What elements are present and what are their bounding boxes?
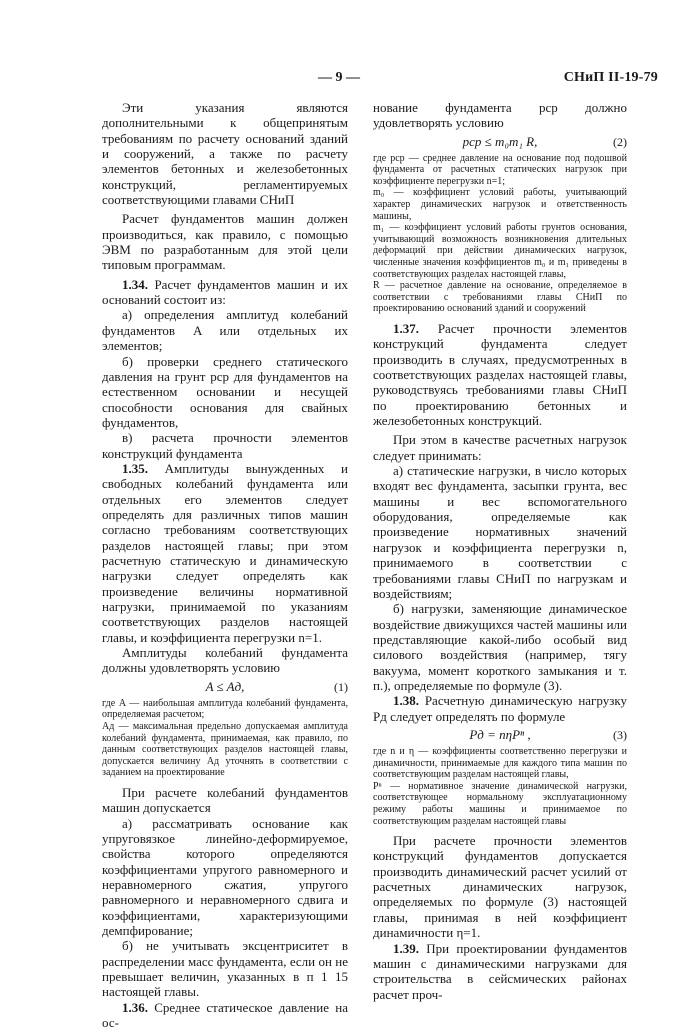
paragraph: При расчете прочности элементов конструкций фундаментов допускается производить динамический расчет усилий от расчетных динамических нагрузок, определяемых по формуле (3) настоящей главы, принимая в ней коэффициент динамичности η=1.	[373, 833, 627, 941]
list-item: а) определения амплитуд колебаний фундаментов A или отдельных их элементов;	[102, 307, 348, 354]
formula-number: (1)	[334, 679, 348, 694]
note: m₀ — коэффициент условий работы, учитывающий характер динамических нагрузок и ответственность машины,	[373, 187, 627, 222]
section-number: 1.34.	[122, 276, 148, 292]
left-column	[102, 100, 348, 1030]
list-item: а) рассматривать основание как упруговязкое линейно-деформируемое, свойства которого определяются коэффициентами упругого равномерного и неравномерного сжатия, упругого равномерного и неравномерного сдвига и коэффициентами, характеризующими демпфирование;	[102, 815, 348, 938]
paragraph: Амплитуды колебаний фундамента должны удовлетворять условию	[102, 645, 348, 676]
document-code: СНиП II-19-79	[563, 70, 658, 85]
formula-2	[373, 131, 627, 153]
paragraph: нование фундамента pср должно удовлетворять условию	[373, 100, 627, 131]
note: где pср — среднее давление на основание под подошвой фундамента от расчетных статических нагрузок при коэффициенте перегрузки n=1;	[373, 152, 627, 187]
note: где A — наибольшая амплитуда колебаний фундамента, определяемая расчетом;	[102, 697, 348, 721]
section-1-36	[102, 1000, 348, 1030]
formula-expression: A ≤ Aд,	[205, 678, 245, 694]
note: Pⁿ — нормативное значение динамической нагрузки, соответствующее нормальному эксплуатационному режиму работы машины и принимаемое по соответствующим разделам настоящей главы	[373, 780, 627, 827]
note: Aд — максимальная предельно допускаемая амплитуда колебаний фундамента, принимаемая, как правило, по данным соответствующих разделов настоящей главы, допускается величину Aд уточнять в соответствии с заданием на проектирование	[102, 720, 348, 779]
note: где n и η — коэффициенты соответственно перегрузки и динамичности, принимаемые для каждого типа машин по соответствующим разделам настоящей главы,	[373, 745, 627, 781]
paragraph: При этом в качестве расчетных нагрузок следует принимать:	[373, 432, 627, 463]
section-1-34	[102, 277, 348, 308]
section-number: 1.37.	[393, 321, 419, 336]
page-header	[0, 70, 700, 90]
section-text: Расчет прочности элементов конструкций фундамента следует производить в случаях, предусмотренных в соответствующих разделах настоящей главы, руководствуясь требованиями главы СНиП по проектированию бетонных и железобетонных конструкций.	[373, 321, 627, 429]
formula-notes	[373, 746, 627, 827]
section-1-39	[373, 941, 627, 1002]
list-item: в) расчета прочности элементов конструкций фундамента	[102, 430, 348, 461]
section-number: 1.38.	[393, 693, 419, 709]
list-item: б) проверки среднего статического давления на грунт pср для фундаментов на естественном основании и несущей способности основания для свайных фундаментов,	[102, 353, 348, 430]
section-number: 1.35.	[122, 460, 148, 476]
formula-number: (3)	[613, 727, 627, 742]
list-item: а) статические нагрузки, в число которых входят вес фундамента, засыпки грунта, вес машины и вес вспомогательного оборудования, определяемые как произведение нормативных значений нагрузок и коэффициента перегрузки n, принимаемого в соответствии с требованиями главы СНиП по нагрузкам и воздействиям;	[373, 463, 627, 601]
list-item: б) нагрузки, заменяющие динамическое воздействие движущихся частей машины или представляющие какой-либо особый вид силового воздействия (например, тягу вакуума, момент короткого замыкания и т. п.), определяемые по формуле (3).	[373, 601, 627, 693]
formula-expression: pср ≤ m₀m₁ R,	[462, 133, 538, 149]
section-number: 1.39.	[393, 940, 419, 956]
section-1-35	[102, 461, 348, 645]
note: R — расчетное давление на основание, определяемое в соответствии с требованиями главы СНиП по проектированию оснований зданий и сооружений	[373, 280, 627, 315]
section-text: Расчет фундаментов машин и их оснований состоит из:	[102, 276, 348, 308]
formula-1	[102, 676, 348, 698]
note: m₁ — коэффициент условий работы грунтов основания, учитывающий возможность возникновения длительных деформаций при действии динамических нагрузок, численные значения коэффициентов m₀ и m₁ приведены в соответствующих разделах настоящей главы,	[373, 222, 627, 280]
page-number: — 9 —	[318, 70, 360, 85]
list-item: б) не учитывать эксцентриситет в распределении масс фундамента, если он не превышает величин, указанных в п 1 15 настоящей главы.	[102, 938, 348, 1000]
formula-notes	[102, 698, 348, 779]
formula-3	[373, 724, 627, 746]
section-text: При проектировании фундаментов машин с динамическими нагрузками для строительства в сейсмических районах расчет проч-	[373, 940, 627, 1002]
section-text: Расчетную динамическую нагрузку Pд следует определять по формуле	[373, 693, 627, 724]
formula-expression: Pд = nηPⁿ ,	[469, 726, 531, 742]
formula-notes	[373, 153, 627, 315]
paragraph: При расчете колебаний фундаментов машин допускается	[102, 784, 348, 816]
section-text: Среднее статическое давление на ос-	[102, 999, 348, 1030]
section-number: 1.36.	[122, 999, 148, 1015]
paragraph: Расчет фундаментов машин должен производиться, как правило, с помощью ЭВМ по разработанным для этой цели типовым программам.	[102, 211, 348, 273]
section-1-38	[373, 693, 627, 724]
section-1-37	[373, 321, 627, 428]
paragraph: Эти указания являются дополнительными к общепринятым требованиям по расчету оснований зданий и сооружений, а также по расчету элементов бетонных и железобетонных конструкций, регламентируемых соответствующими главами СНиП	[102, 100, 348, 208]
formula-number: (2)	[613, 134, 627, 149]
right-column	[373, 100, 627, 1002]
section-text: Амплитуды вынужденных и свободных колебаний фундамента или отдельных его элементов следует определять для различных типов машин согласно требованиям соответствующих разделов настоящей главы; при этом расчетную статическую и динамическую нагрузки следует определять как произведение величины нормативной нагрузки, принимаемой по указаниям соответствующих разделов настоящей главы, и коэффициента перегрузки n=1.	[102, 460, 348, 645]
